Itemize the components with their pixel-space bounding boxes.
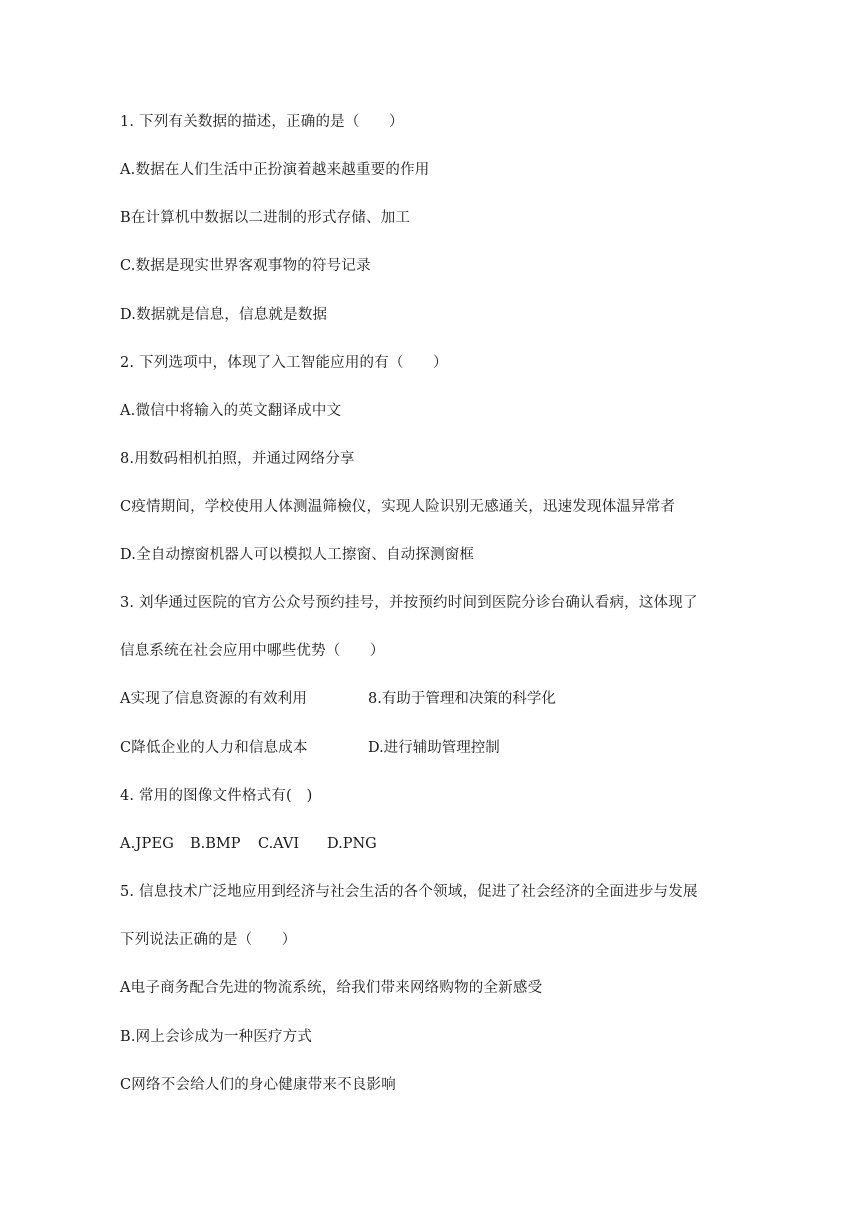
question-5-option-b: B.网上会诊成为一种医疗方式 (120, 1029, 313, 1045)
question-2-option-a: A.微信中将输入的英文翻译成中文 (120, 403, 342, 419)
question-3-option-a: A实现了信息资源的有效利用 (120, 691, 308, 707)
question-3-option-d: D.进行辅助管理控制 (368, 740, 500, 756)
question-1-option-c: C.数据是现实世界客观事物的符号记录 (120, 258, 371, 274)
question-3-stem-line-2: 信息系统在社会应用中哪些优势（ ） (120, 643, 385, 659)
question-5-stem-line-1: 5. 信息技术广泛地应用到经济与社会生活的各个领域，促进了社会经济的全面进步与发展 (120, 884, 698, 900)
question-4-option-a: A.JPEG (120, 836, 175, 852)
question-2-option-c: C疫情期间，学校使用人体测温筛檢仪，实现人险识别无感通关，迅速发现体温异常者 (120, 499, 676, 515)
question-3-option-b: 8.有助于管理和决策的科学化 (368, 691, 556, 707)
question-5-option-a: A电子商务配合先进的物流系统，给我们带来网络购物的全新感受 (120, 980, 543, 996)
question-2-option-b: 8.用数码相机拍照，并通过网络分享 (120, 451, 355, 467)
question-4-stem: 4. 常用的图像文件格式有( ) (120, 788, 313, 804)
question-1-option-a: A.数据在人们生活中正扮演着越来越重要的作用 (120, 162, 430, 178)
question-2-option-d: D.全自动擦窗机器人可以模拟人工擦窗、自动探测窗框 (120, 547, 475, 563)
question-1-stem: 1. 下列有关数据的描述，正确的是（ ） (120, 114, 404, 130)
question-5-option-c: C网络不会给人们的身心健康带来不良影响 (120, 1077, 396, 1093)
question-4-option-c: C.AVI (258, 836, 300, 852)
question-3-stem-line-1: 3. 刘华通过医院的官方公众号预约挂号，并按预约时间到医院分诊台确认看病，这体现了 (120, 595, 698, 611)
question-1-option-b: B在计算机中数据以二进制的形式存储、加工 (120, 210, 411, 226)
question-4-option-d: D.PNG (327, 836, 377, 852)
question-4-option-b: B.BMP (190, 836, 241, 852)
question-5-stem-line-2: 下列说法正确的是（ ） (120, 932, 297, 948)
question-3-option-c: C降低企业的人力和信息成本 (120, 740, 308, 756)
question-1-option-d: D.数据就是信息，信息就是数据 (120, 307, 328, 323)
question-2-stem: 2. 下列选项中，体现了入工智能应用的有（ ） (120, 355, 448, 371)
